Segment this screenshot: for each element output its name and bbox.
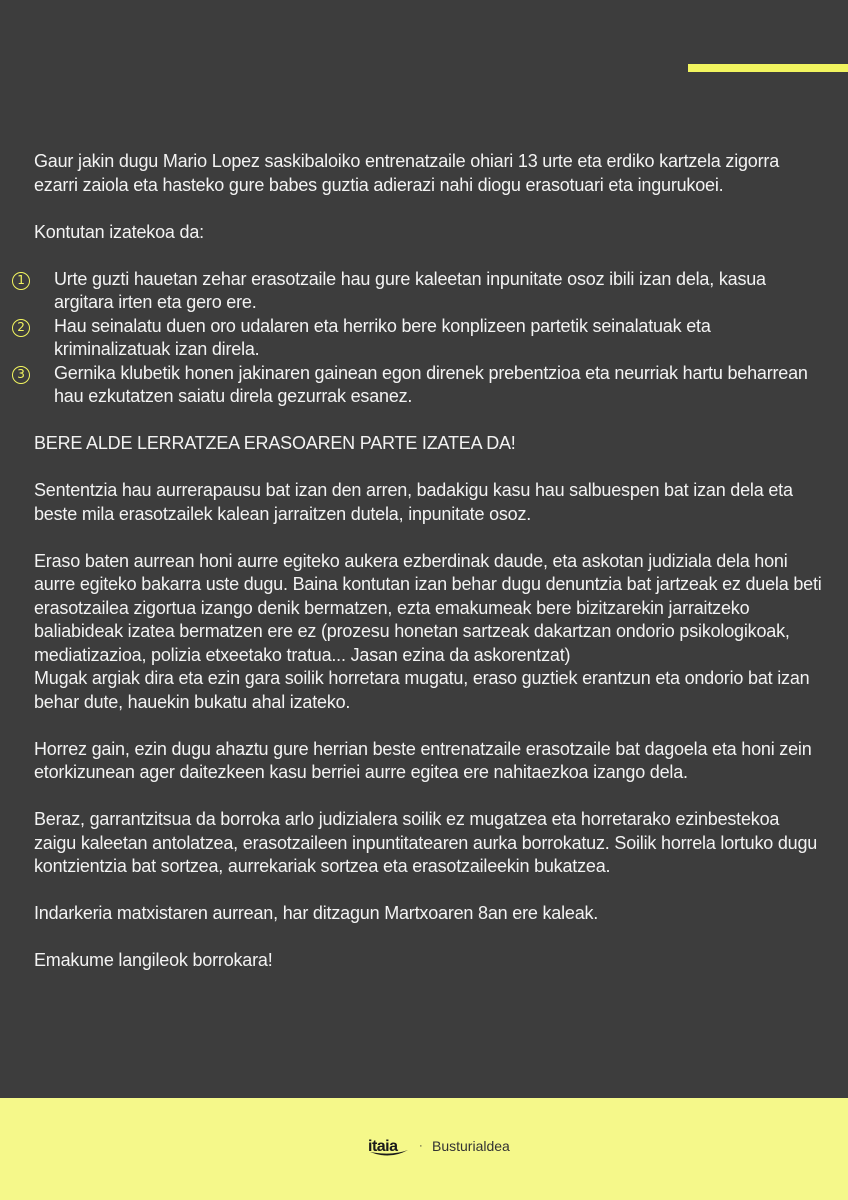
itaia-logo xyxy=(368,1133,398,1161)
list-heading: Kontutan izatekoa da: xyxy=(34,221,204,242)
list-item xyxy=(17,315,824,362)
list-item xyxy=(17,362,824,409)
footer xyxy=(0,1098,848,1200)
number-3-icon: 3 xyxy=(12,366,30,384)
logo-text: itaia xyxy=(368,1138,398,1155)
accent-bar xyxy=(688,64,848,72)
attack-paragraph: Eraso baten aurrean honi aurre egiteko aukera ezberdinak daude, eta askotan judiziala dela honi aurre egiteko bakarra uste dugu. Baina kontutan izan behar dugu denuntzia bat jartzeak ez duela beti erasotzailea zigortua izango denik bermatzen, ezta emakumeak bere bizitzarekin jarraitzeko baliabideak izatea bermatzen ere ez (prozesu honetan sartzeak dakartzan ondorio psikologikoak, mediatizazioa, polizia etxeetako tratua... Jasan ezina da askorentzat) xyxy=(34,550,822,665)
number-2-icon: 2 xyxy=(12,319,30,337)
besides-paragraph: Horrez gain, ezin dugu ahaztu gure herrian beste entrenatzaile erasotzaile bat dagoela eta honi zein etorkizunean ager daitezkeen kasu berriei aurre egitea ere nahitaezkoa izango dela. xyxy=(34,738,812,782)
limits-paragraph: Mugak argiak dira eta ezin gara soilik horretara mugatu, eraso guztiek erantzun eta ondorio bat izan behar dute, hauekin bukatu ahal izateko. xyxy=(34,668,810,712)
intro-paragraph: Gaur jakin dugu Mario Lopez saskibaloiko entrenatzaile ohiari 13 urte eta erdiko kartzela zigorra ezarri zaiola eta hasteko gure babes guztia adierazi nahi diogu erasotuari eta ingurukoei. xyxy=(34,151,780,195)
statement-body xyxy=(17,150,824,973)
point-text: Urte guzti hauetan zehar erasotzaile hau gure kaleetan inpunitate osoz ibili izan dela, kasua argitara irten eta gero ere. xyxy=(54,268,766,312)
separator: · xyxy=(419,1140,423,1152)
swoosh-icon xyxy=(370,1150,408,1160)
march8-paragraph: Indarkeria matxistaren aurrean, har ditzagun Martxoaren 8an ere kaleak. xyxy=(34,903,599,923)
location-label: Busturialdea xyxy=(432,1138,510,1154)
number-1-icon: 1 xyxy=(12,272,30,290)
point-text: Gernika klubetik honen jakinaren gainean egon direnek prebentzioa eta neurriak hartu beharrean hau ezkutatzen saiatu direla gezurrak esanez. xyxy=(54,362,808,406)
closing-paragraph: Emakume langileok borrokara! xyxy=(34,950,273,970)
list-item xyxy=(17,268,824,315)
sentence-paragraph: Sententzia hau aurrerapausu bat izan den arren, badakigu kasu hau salbuespen bat izan dela eta beste mila erasotzailek kalean jarraitzen dutela, inpunitate osoz. xyxy=(34,480,793,524)
slogan: BERE ALDE LERRATZEA ERASOAREN PARTE IZATEA DA! xyxy=(34,433,516,453)
points-list xyxy=(17,268,824,409)
point-text: Hau seinalatu duen oro udalaren eta herriko bere konplizeen partetik seinalatuak eta kriminalizatuak izan direla. xyxy=(54,315,711,359)
therefore-paragraph: Beraz, garrantzitsua da borroka arlo judizialera soilik ez mugatzea eta horretarako ezinbestekoa zaigu kaleetan antolatzea, erasotzaileen inpuntitatearen aurka borrokatuz. Soilik horrela lortuko dugu kontzientzia bat sortzea, aurrekariak sortzea eta erasotzaileekin bukatzea. xyxy=(34,809,818,876)
